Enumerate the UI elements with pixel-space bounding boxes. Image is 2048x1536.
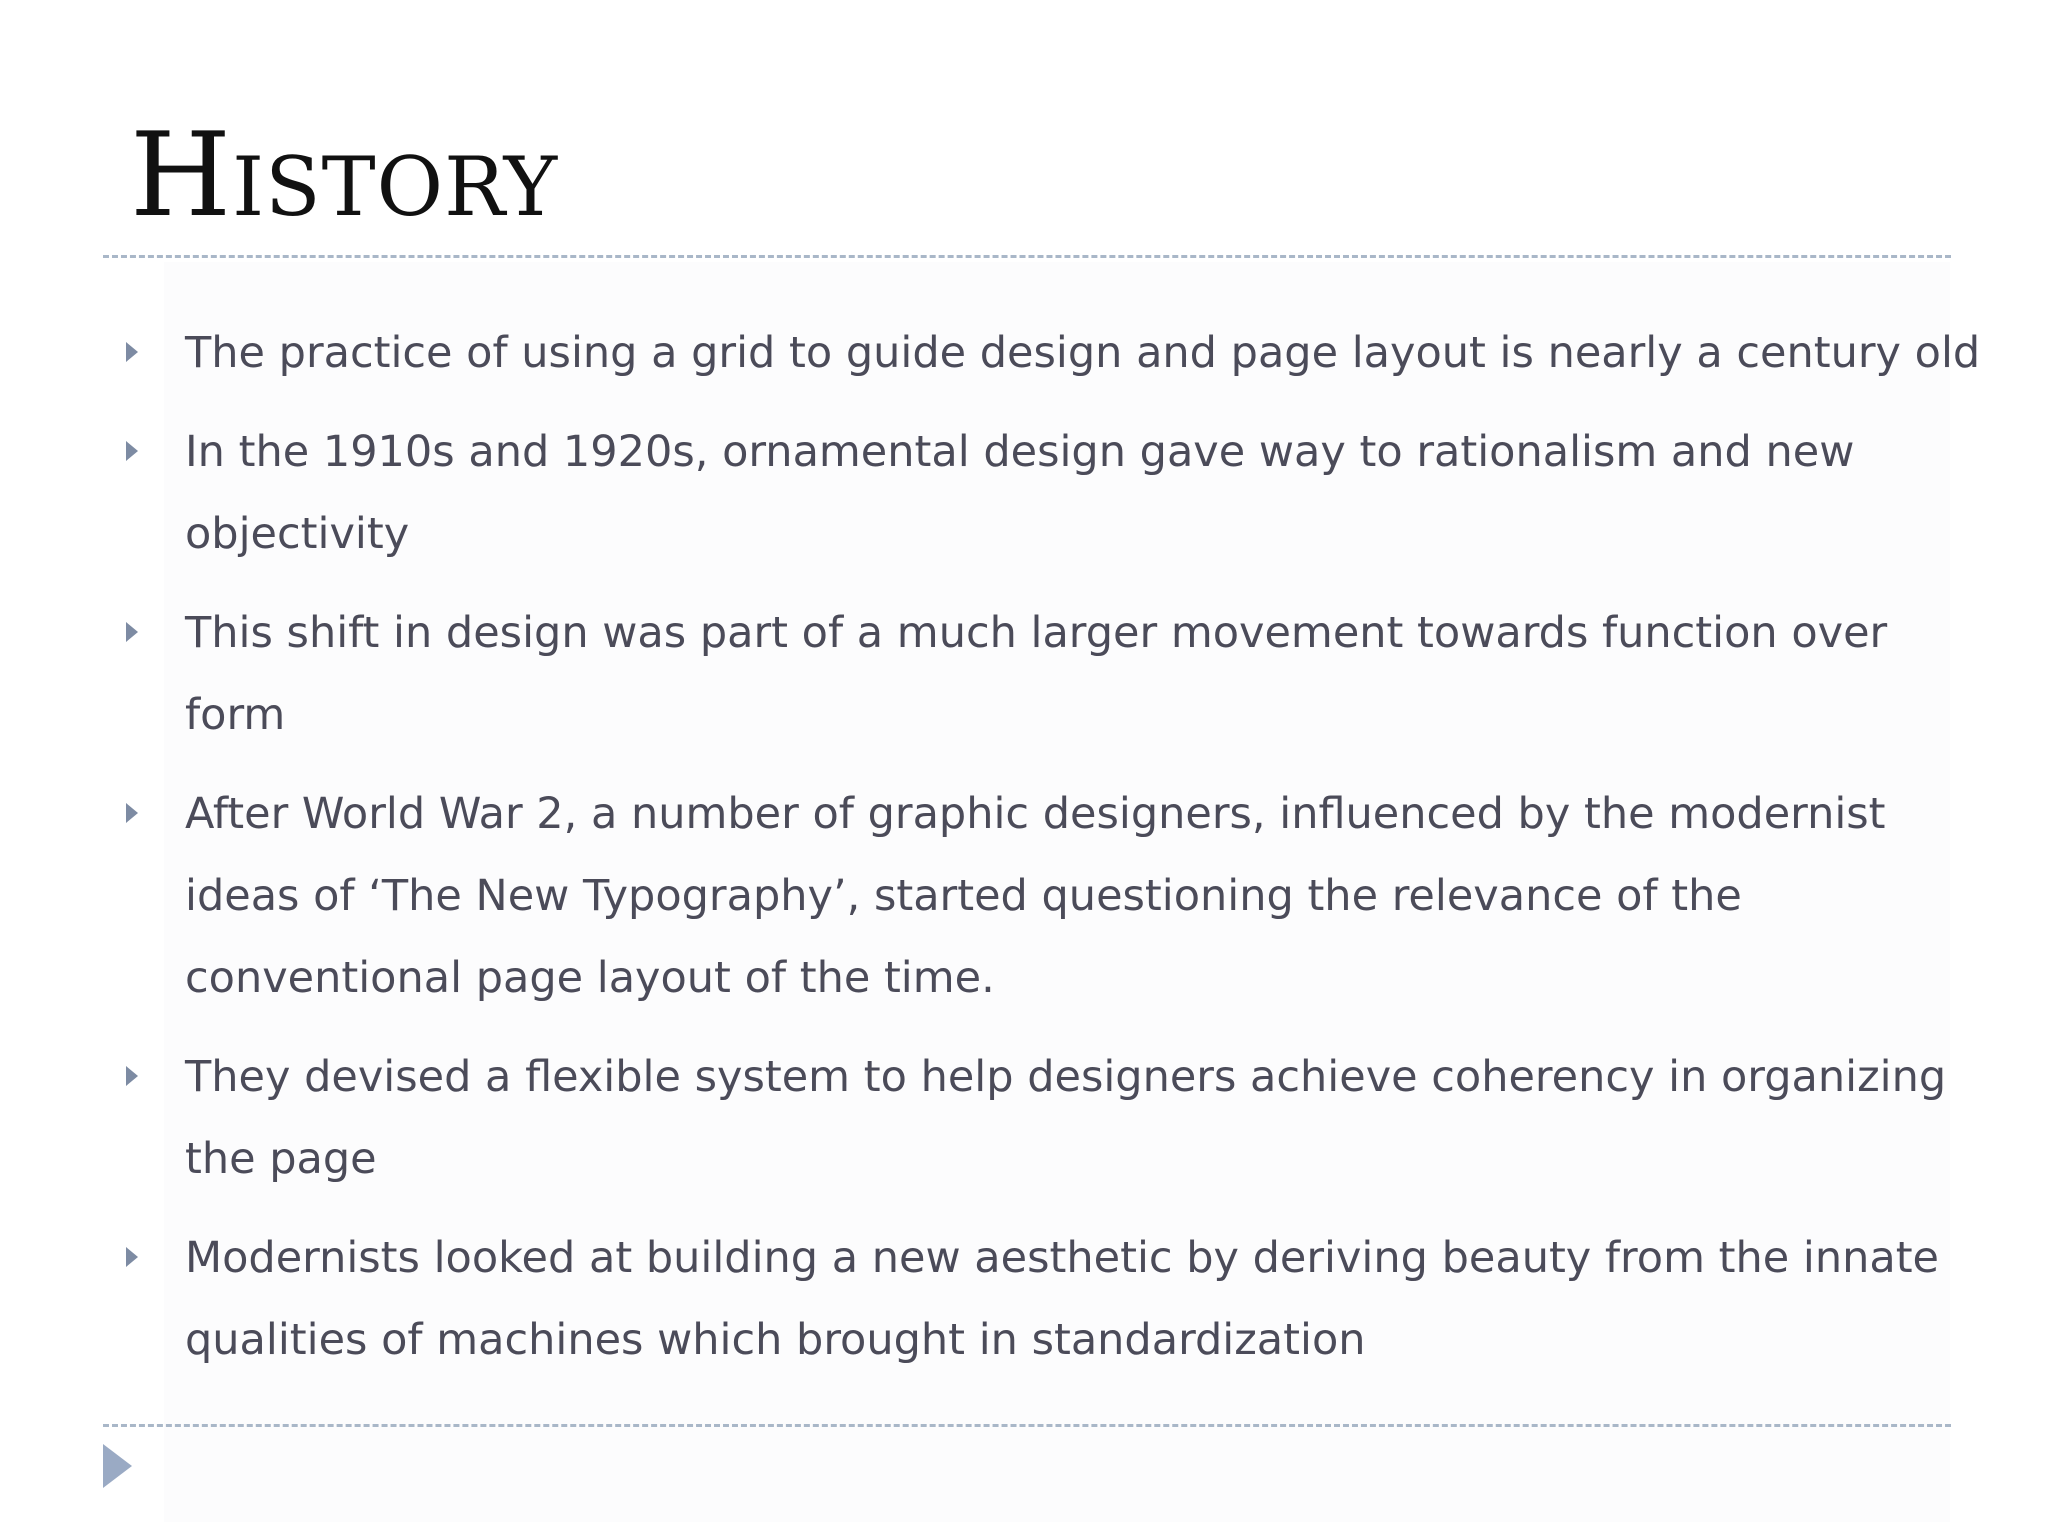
bullet-item — [0, 592, 2048, 756]
bullet-item — [0, 312, 2048, 394]
bullet-list — [0, 312, 2048, 1398]
bullet-text: In the 1910s and 1920s, ornamental design gave way to rationalism and new objectivity — [185, 427, 1855, 559]
footer-divider — [103, 1424, 1951, 1427]
triangle-right-icon — [126, 1247, 138, 1267]
triangle-right-icon — [126, 342, 138, 362]
bullet-text: The practice of using a grid to guide design and page layout is nearly a century old — [185, 328, 1981, 378]
bullet-text: Modernists looked at building a new aesthetic by deriving beauty from the innate qualities of machines which brought in standardization — [185, 1233, 1940, 1365]
triangle-right-icon — [103, 1444, 132, 1488]
title-divider — [103, 255, 1951, 258]
bullet-text: They devised a flexible system to help designers achieve coherency in organizing the page — [185, 1052, 1947, 1184]
bullet-item — [0, 1036, 2048, 1200]
triangle-right-icon — [126, 441, 138, 461]
slide-title: History — [130, 108, 559, 243]
bullet-item — [0, 411, 2048, 575]
bullet-text: After World War 2, a number of graphic designers, influenced by the modernist ideas of ‘The New Typography’, started questioning the relevance of the conventional page layout of the time. — [185, 789, 1886, 1003]
triangle-right-icon — [126, 1066, 138, 1086]
bullet-text: This shift in design was part of a much larger movement towards function over form — [185, 608, 1888, 740]
bullet-item — [0, 773, 2048, 1019]
triangle-right-icon — [126, 803, 138, 823]
triangle-right-icon — [126, 622, 138, 642]
bullet-item — [0, 1217, 2048, 1381]
